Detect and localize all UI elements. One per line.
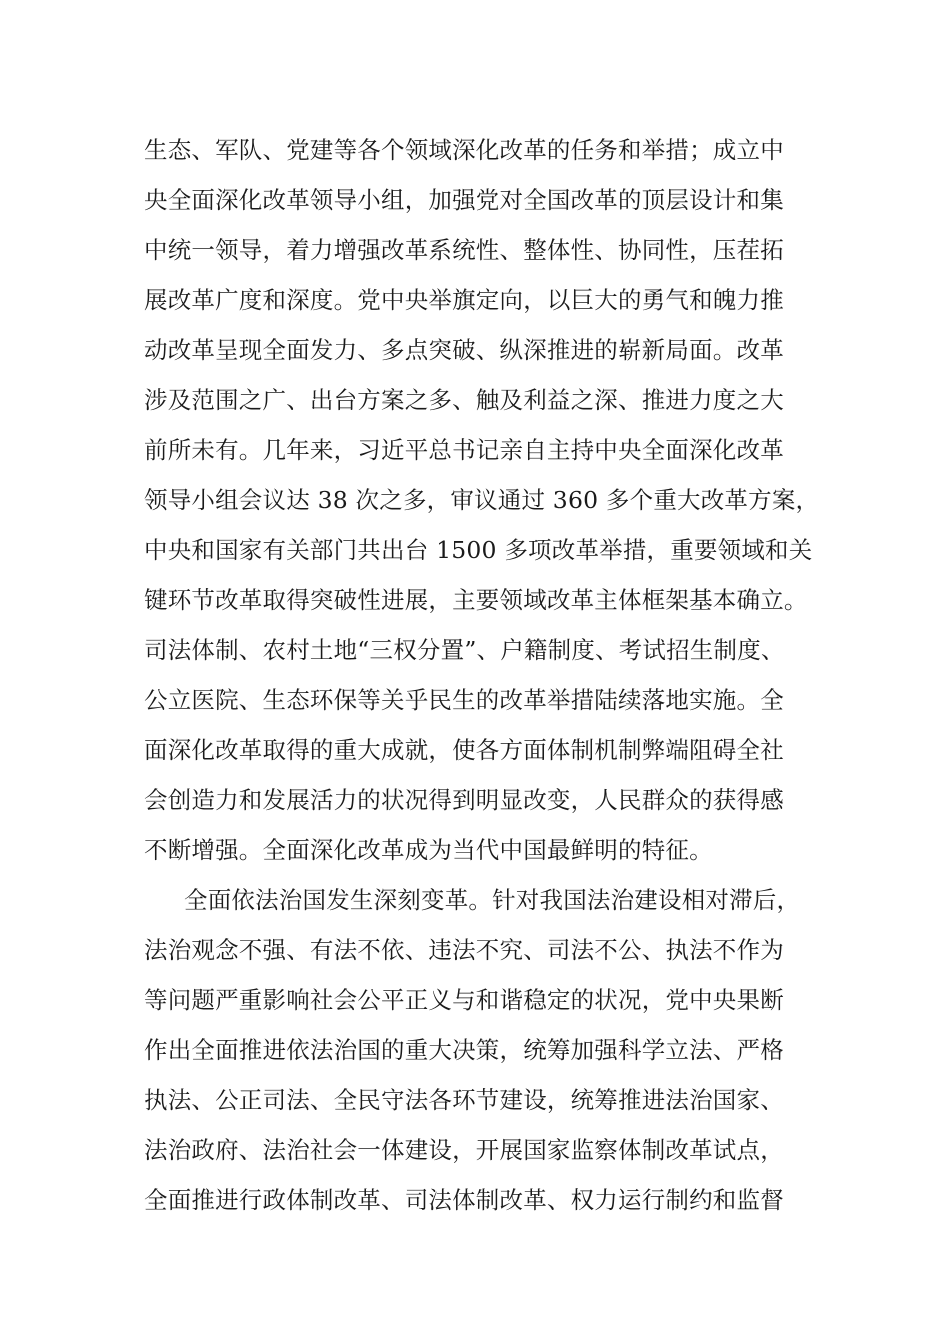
text-line-16: 全面依法治国发生深刻变革。针对我国法治建设相对滞后， xyxy=(184,886,801,914)
text-line-14: 会创造力和发展活力的状况得到明显改变，人民群众的获得感 xyxy=(144,786,784,814)
text-line-15: 不断增强。全面深化改革成为当代中国最鲜明的特征。 xyxy=(144,836,713,864)
text-line-13: 面深化改革取得的重大成就，使各方面体制机制弊端阻碍全社 xyxy=(144,736,784,764)
text-line-17: 法治观念不强、有法不依、违法不究、司法不公、执法不作为 xyxy=(144,936,784,964)
text-line-9: 中央和国家有关部门共出台 1500 多项改革举措，重要领域和关 xyxy=(144,536,813,564)
text-line-19: 作出全面推进依法治国的重大决策，统筹加强科学立法、严格 xyxy=(144,1036,784,1064)
text-line-5: 动改革呈现全面发力、多点突破、纵深推进的崭新局面。改革 xyxy=(144,336,784,364)
text-line-18: 等问题严重影响社会公平正义与和谐稳定的状况，党中央果断 xyxy=(144,986,784,1014)
text-line-8: 领导小组会议达 38 次之多，审议通过 360 多个重大改革方案， xyxy=(144,486,820,514)
text-line-3: 中统一领导，着力增强改革系统性、整体性、协同性，压茬拓 xyxy=(144,236,784,264)
text-line-22: 全面推进行政体制改革、司法体制改革、权力运行制约和监督 xyxy=(144,1186,784,1214)
text-line-11: 司法体制、农村土地“三权分置”、户籍制度、考试招生制度、 xyxy=(144,636,785,664)
text-line-1: 生态、军队、党建等各个领域深化改革的任务和举措；成立中 xyxy=(144,136,784,164)
text-line-21: 法治政府、法治社会一体建设，开展国家监察体制改革试点， xyxy=(144,1136,784,1164)
text-line-7: 前所未有。几年来，习近平总书记亲自主持中央全面深化改革 xyxy=(144,436,784,464)
text-line-12: 公立医院、生态环保等关乎民生的改革举措陆续落地实施。全 xyxy=(144,686,784,714)
text-line-4: 展改革广度和深度。党中央举旗定向，以巨大的勇气和魄力推 xyxy=(144,286,784,314)
text-line-20: 执法、公正司法、全民守法各环节建设，统筹推进法治国家、 xyxy=(144,1086,784,1114)
text-line-6: 涉及范围之广、出台方案之多、触及利益之深、推进力度之大 xyxy=(144,386,784,414)
text-line-2: 央全面深化改革领导小组，加强党对全国改革的顶层设计和集 xyxy=(144,186,784,214)
text-line-10: 键环节改革取得突破性进展，主要领域改革主体框架基本确立。 xyxy=(144,586,808,614)
